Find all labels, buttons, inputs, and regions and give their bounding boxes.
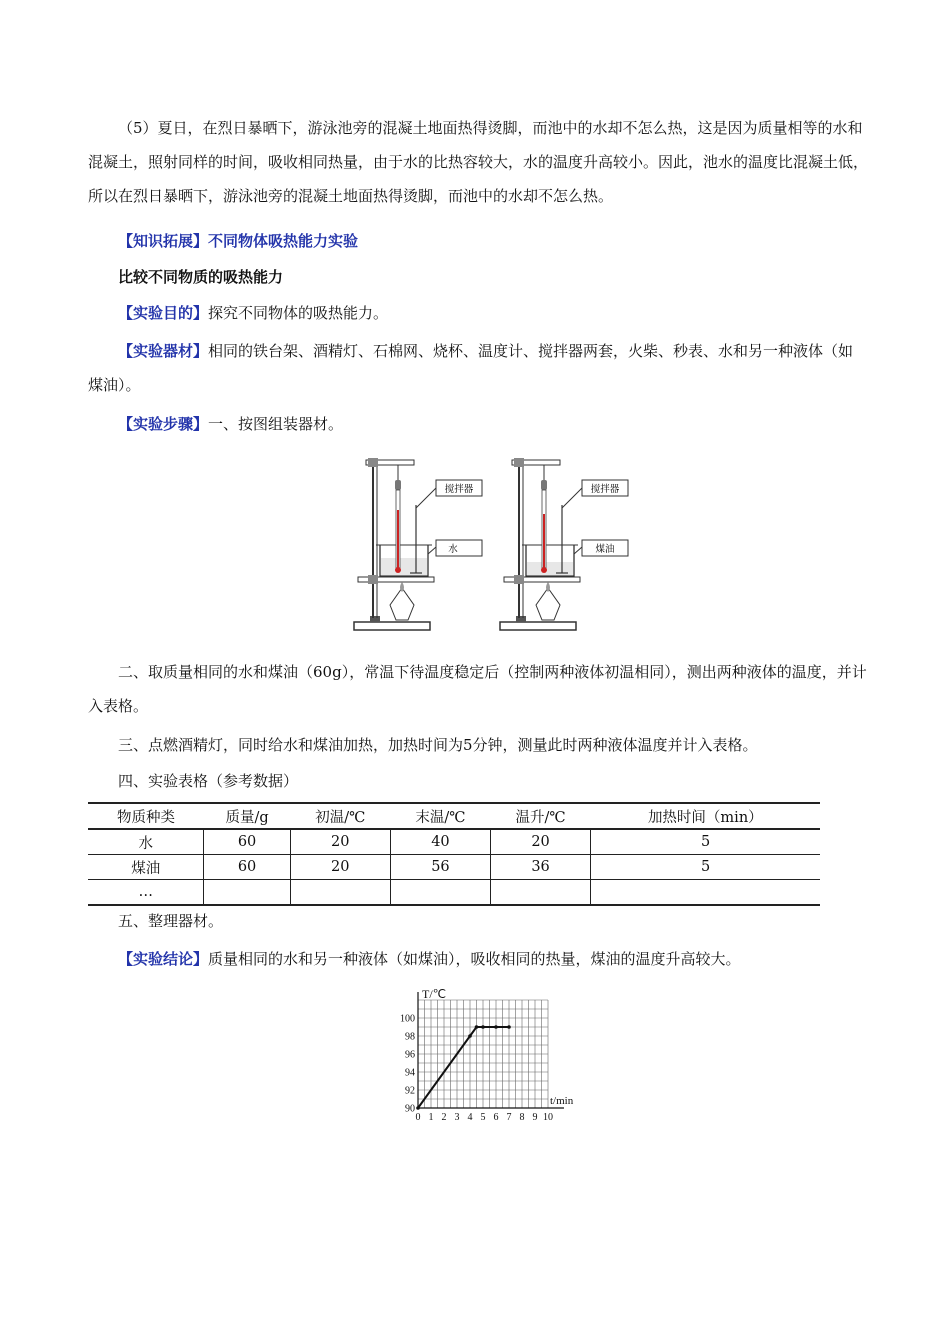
y-tick-label: 92 [405,1085,415,1097]
data-table [88,802,820,906]
data-point [475,1025,479,1029]
base-plate [354,622,430,630]
knowledge-tag: 【知识拓展】 [118,232,209,250]
x-axis-label: t/min [550,1095,574,1107]
table-cell: 40 [390,829,490,855]
knowledge-heading [88,224,868,258]
x-tick-label: 4 [467,1112,473,1123]
step-2: 二、取质量相同的水和煤油（60g），常温下待温度稳定后（控制两种液体初温相同），测出两种液体的温度，并计入表格。 [88,663,867,715]
temperature-chart [388,980,598,1130]
table-header: 加热时间（min） [591,803,820,829]
table-cell: 5 [591,829,820,855]
table-cell: 水 [88,829,204,855]
apparatus-left [354,458,482,630]
steps-text: 一、按图组装器材。 [208,415,344,433]
data-point [507,1025,511,1029]
table-cell [490,880,590,906]
left-liquid-label: 水 [448,544,458,555]
y-axis-label: T/℃ [422,987,447,1001]
table-row [88,855,820,880]
table-row [88,829,820,855]
step-4: 四、实验表格（参考数据） [118,772,299,790]
steps-tag: 【实验步骤】 [118,415,209,433]
table-cell: 煤油 [88,855,204,880]
x-tick-label: 5 [480,1112,486,1123]
data-point [481,1025,485,1029]
x-tick-label: 10 [543,1112,553,1123]
table-header: 质量/g [204,803,290,829]
steps-line [88,407,868,441]
purpose-line [88,296,868,330]
x-tick-label: 1 [428,1112,434,1123]
table-header: 温升/℃ [490,803,590,829]
y-tick-label: 90 [405,1103,415,1115]
data-point [416,1106,420,1110]
table-cell [390,880,490,906]
step-5: 五、整理器材。 [118,912,224,930]
table-cell: 36 [490,855,590,880]
table-row [88,880,820,906]
y-tick-label: 94 [405,1067,415,1079]
x-tick-label: 9 [532,1112,538,1123]
table-cell: 60 [204,829,290,855]
table-cell [591,880,820,906]
table-cell: 20 [290,855,390,880]
table-cell [204,880,290,906]
x-tick-label: 7 [506,1112,512,1123]
x-tick-label: 3 [454,1112,460,1123]
table-header: 末温/℃ [390,803,490,829]
materials-line [88,334,868,402]
table-header: 物质种类 [88,803,204,829]
y-tick-label: 100 [400,1013,415,1025]
table-cell: 60 [204,855,290,880]
data-point [494,1025,498,1029]
data-point [468,1034,472,1038]
apparatus-right [500,458,628,630]
purpose-text: 探究不同物体的吸热能力。 [208,304,389,322]
table-header: 初温/℃ [290,803,390,829]
step-3: 三、点燃酒精灯，同时给水和煤油加热，加热时间为5分钟，测量此时两种液体温度并计入表格。 [118,736,758,754]
conclusion-tag: 【实验结论】 [118,950,209,968]
right-liquid-label: 煤油 [595,544,615,555]
x-tick-label: 2 [441,1112,447,1123]
purpose-tag: 【实验目的】 [118,304,209,322]
section-subtitle: 比较不同物质的吸热能力 [118,268,284,286]
x-tick-label: 6 [493,1112,499,1123]
conclusion-text: 质量相同的水和另一种液体（如煤油），吸收相同的热量，煤油的温度升高较大。 [208,950,741,968]
right-stirrer-label: 搅拌器 [590,484,620,495]
table-cell: 20 [290,829,390,855]
table-header-row [88,803,820,829]
materials-text: 相同的铁台架、酒精灯、石棉网、烧杯、温度计、搅拌器两套，火柴、秒表、水和另一种液体（如煤油）。 [88,342,854,394]
table-cell: 20 [490,829,590,855]
knowledge-title: 不同物体吸热能力实验 [208,232,359,250]
materials-tag: 【实验器材】 [118,342,209,360]
apparatus-figure [350,450,620,640]
table-cell [290,880,390,906]
table-cell: 56 [390,855,490,880]
table-cell: … [88,880,204,906]
left-stirrer-label: 搅拌器 [444,484,474,495]
y-tick-label: 96 [405,1049,415,1061]
y-tick-label: 98 [405,1031,415,1043]
x-tick-label: 0 [415,1112,421,1123]
paragraph-5: （5）夏日，在烈日暴晒下，游泳池旁的混凝土地面热得烫脚，而池中的水却不怎么热，这是因为质量相等的水和混凝土，照射同样的时间，吸收相同热量，由于水的比热容较大，水的温度升高较小。因此，池水的温度比混凝土低，所以在烈日暴晒下，游泳池旁的混凝土地面热得烫脚，而池中的水却不怎么热。 [88,119,869,205]
x-tick-label: 8 [519,1112,525,1123]
conclusion-line [88,942,868,976]
table-cell: 5 [591,855,820,880]
